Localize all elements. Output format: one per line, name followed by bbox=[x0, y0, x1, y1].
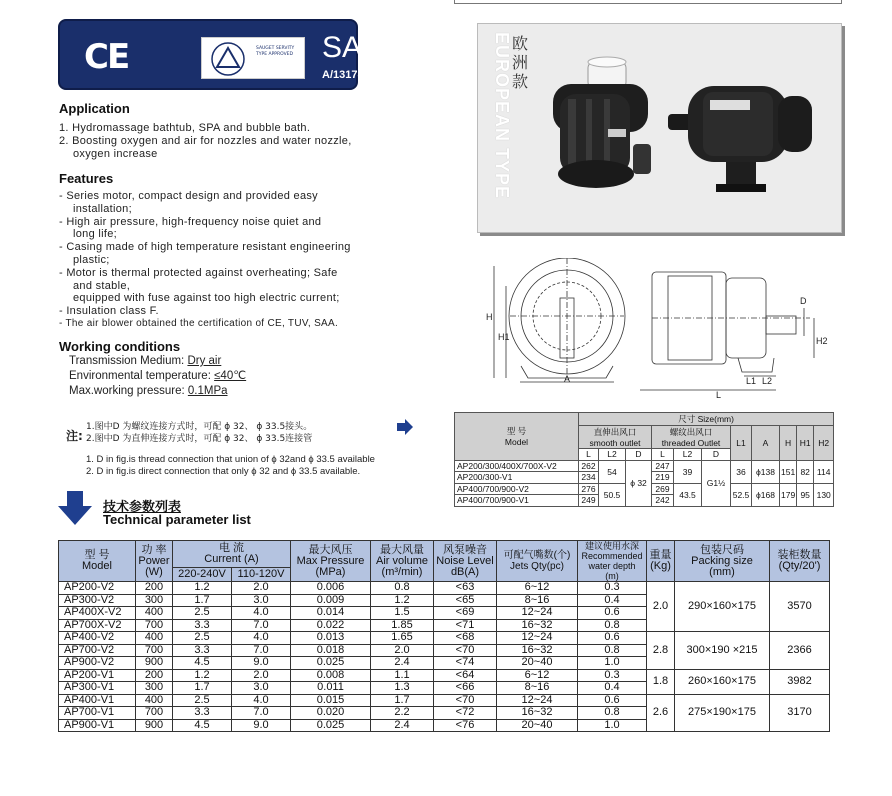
saa-mark: SAA bbox=[322, 31, 383, 64]
dim-size-title: 尺寸 Size(mm) bbox=[579, 413, 834, 426]
dimension-table bbox=[454, 412, 834, 507]
cell-power: 200 bbox=[136, 582, 173, 595]
cell-press: 0.015 bbox=[291, 694, 371, 707]
dim-col-header: H2 bbox=[814, 426, 834, 461]
cell-c1: 1.2 bbox=[173, 582, 232, 595]
cell-c2: 2.0 bbox=[232, 669, 291, 682]
european-type-cn bbox=[512, 34, 532, 91]
cell-c1: 1.7 bbox=[173, 682, 232, 695]
cell-jets: 16~32 bbox=[497, 619, 578, 632]
cell-c1: 4.5 bbox=[173, 719, 232, 732]
cell-vol: 1.65 bbox=[371, 632, 434, 645]
cell-c2: 7.0 bbox=[232, 619, 291, 632]
table-row bbox=[59, 632, 830, 645]
cell-jets: 8~16 bbox=[497, 682, 578, 695]
horizontal-blower-image bbox=[668, 86, 812, 192]
cell-noise: <69 bbox=[434, 607, 497, 620]
note-cn bbox=[86, 421, 312, 445]
col-header-noise: 风泵噪音 Noise Level dB(A) bbox=[434, 541, 497, 582]
cell-noise: <74 bbox=[434, 657, 497, 670]
cell-power: 300 bbox=[136, 594, 173, 607]
medium-label: Transmission Medium: bbox=[69, 355, 188, 367]
list-item: - Casing made of high temperature resistant engineering bbox=[59, 241, 351, 254]
cell-model: AP400-V1 bbox=[59, 694, 136, 707]
cell-press: 0.014 bbox=[291, 607, 371, 620]
cell-depth: 0.8 bbox=[578, 644, 647, 657]
application-list bbox=[59, 122, 352, 160]
col-header-packing: 包装尺码 Packing size (mm) bbox=[675, 541, 770, 582]
application-heading: Application bbox=[59, 101, 130, 116]
tech-title-cn: 技术参数列表 bbox=[103, 500, 182, 515]
cell-qty: 3982 bbox=[770, 669, 830, 694]
cell-packing: 260×160×175 bbox=[675, 669, 770, 694]
cell-vol: 2.4 bbox=[371, 657, 434, 670]
cell-c2: 3.0 bbox=[232, 682, 291, 695]
cell-noise: <76 bbox=[434, 719, 497, 732]
working-conditions bbox=[69, 354, 246, 399]
dim-sub-header: D bbox=[626, 449, 652, 461]
cell-depth: 0.3 bbox=[578, 582, 647, 595]
dim-threaded-header: 螺纹出风口 threaded Outlet bbox=[652, 426, 731, 449]
cell-depth: 0.4 bbox=[578, 682, 647, 695]
dim-sub-header: L bbox=[579, 449, 599, 461]
list-item: plastic; bbox=[73, 253, 110, 266]
cn-char: 洲 bbox=[512, 53, 529, 72]
dim-model-header: 型 号 Model bbox=[455, 413, 579, 461]
cell-model: AP300-V1 bbox=[59, 682, 136, 695]
dim-sub-header: D bbox=[702, 449, 731, 461]
cell-press: 0.013 bbox=[291, 632, 371, 645]
table-row: AP200/300/400X/700X-V2 262 54 ϕ 32 247 39 G1½ 36 ϕ138 151 82 114 bbox=[455, 460, 834, 472]
working-conditions-heading: Working conditions bbox=[59, 339, 181, 354]
list-item: - Series motor, compact design and provided easy bbox=[59, 190, 318, 202]
table-row bbox=[59, 669, 830, 682]
cell-depth: 0.8 bbox=[578, 707, 647, 720]
cell-vol: 2.4 bbox=[371, 719, 434, 732]
cell-c2: 7.0 bbox=[232, 707, 291, 720]
list-item: equipped with fuse against too high electric current; bbox=[73, 292, 340, 305]
list-item: - Motor is thermal protected against overheating; Safe bbox=[59, 266, 338, 279]
cell-power: 200 bbox=[136, 669, 173, 682]
cell-vol: 1.3 bbox=[371, 682, 434, 695]
cell-weight: 2.6 bbox=[647, 694, 675, 732]
cell-jets: 8~16 bbox=[497, 594, 578, 607]
cell-jets: 12~24 bbox=[497, 607, 578, 620]
cell-jets: 16~32 bbox=[497, 707, 578, 720]
cell-depth: 0.6 bbox=[578, 694, 647, 707]
cell-vol: 1.1 bbox=[371, 669, 434, 682]
temperature-value: ≤40℃ bbox=[214, 370, 247, 382]
cell-depth: 0.6 bbox=[578, 607, 647, 620]
cell-c2: 4.0 bbox=[232, 694, 291, 707]
cell-noise: <64 bbox=[434, 669, 497, 682]
dim-col-header: L1 bbox=[731, 426, 752, 461]
dim-label-h2: H2 bbox=[816, 336, 828, 346]
cn-char: 款 bbox=[512, 72, 529, 91]
cell-power: 400 bbox=[136, 607, 173, 620]
cell-jets: 20~40 bbox=[497, 657, 578, 670]
cell-press: 0.008 bbox=[291, 669, 371, 682]
dim-col-header: H bbox=[780, 426, 797, 461]
cell-model: AP700-V1 bbox=[59, 707, 136, 720]
cell-noise: <70 bbox=[434, 694, 497, 707]
cell-model: AP400-V2 bbox=[59, 632, 136, 645]
note-en-line: 2. D in fig.is direct connection that only ϕ 32 and ϕ 33.5 available. bbox=[86, 466, 361, 477]
cell-press: 0.020 bbox=[291, 707, 371, 720]
cell-depth: 1.0 bbox=[578, 657, 647, 670]
cell-power: 300 bbox=[136, 682, 173, 695]
cell-weight: 1.8 bbox=[647, 669, 675, 694]
tuv-triangle-icon bbox=[206, 41, 254, 77]
cell-c1: 1.7 bbox=[173, 594, 232, 607]
dim-sub-header: L2 bbox=[599, 449, 626, 461]
right-arrow-icon bbox=[396, 418, 414, 436]
list-item: - Insulation class F. bbox=[59, 305, 159, 318]
note-cn-line: 2.图中D 为直伸连接方式时，可配 ϕ 32、 ϕ 33.5连接管 bbox=[86, 434, 313, 444]
cell-c1: 3.3 bbox=[173, 619, 232, 632]
cell-depth: 0.4 bbox=[578, 594, 647, 607]
note-en bbox=[86, 454, 375, 478]
cell-noise: <63 bbox=[434, 582, 497, 595]
cell-jets: 16~32 bbox=[497, 644, 578, 657]
col-header-volume: 最大风量 Air volume (m³/min) bbox=[371, 541, 434, 582]
cell-qty: 3570 bbox=[770, 582, 830, 632]
dimension-drawing bbox=[480, 258, 842, 410]
cell-c2: 9.0 bbox=[232, 719, 291, 732]
features-list bbox=[59, 190, 351, 331]
col-header-model: 型 号 Model bbox=[59, 541, 136, 582]
note-label: 注: bbox=[66, 429, 83, 443]
cell-qty: 2366 bbox=[770, 632, 830, 670]
tuv-label: SAUGET SERVITY TYPE APPROVED bbox=[256, 46, 295, 57]
temperature-label: Environmental temperature: bbox=[69, 370, 215, 382]
cell-packing: 290×160×175 bbox=[675, 582, 770, 632]
cell-noise: <65 bbox=[434, 594, 497, 607]
list-item: - The air blower obtained the certification of CE, TUV, SAA. bbox=[59, 317, 339, 329]
table-row: AP400/700/900-V1 249 242 bbox=[455, 495, 834, 507]
dim-label-h1: H1 bbox=[498, 332, 510, 342]
cell-qty: 3170 bbox=[770, 694, 830, 732]
cell-noise: <68 bbox=[434, 632, 497, 645]
cell-c1: 2.5 bbox=[173, 694, 232, 707]
cn-char: 欧 bbox=[512, 34, 529, 53]
table-row bbox=[59, 582, 830, 595]
cell-depth: 1.0 bbox=[578, 719, 647, 732]
upright-blower-image bbox=[553, 57, 651, 188]
medium-value: Dry air bbox=[187, 355, 222, 367]
cell-vol: 1.85 bbox=[371, 619, 434, 632]
cell-weight: 2.8 bbox=[647, 632, 675, 670]
cell-power: 700 bbox=[136, 644, 173, 657]
cell-press: 0.006 bbox=[291, 582, 371, 595]
cell-c1: 4.5 bbox=[173, 657, 232, 670]
cell-press: 0.025 bbox=[291, 719, 371, 732]
tech-title-en: Technical parameter list bbox=[103, 512, 251, 527]
cell-depth: 0.6 bbox=[578, 632, 647, 645]
dim-label-d: D bbox=[800, 296, 807, 306]
european-type-label: EUROPEAN TYPE bbox=[492, 32, 512, 200]
cell-packing: 275×190×175 bbox=[675, 694, 770, 732]
cell-c2: 4.0 bbox=[232, 632, 291, 645]
cell-model: AP700-V2 bbox=[59, 644, 136, 657]
cell-vol: 2.2 bbox=[371, 707, 434, 720]
cell-vol: 1.5 bbox=[371, 607, 434, 620]
cell-press: 0.011 bbox=[291, 682, 371, 695]
down-arrow-icon bbox=[57, 490, 93, 526]
pressure-value: 0.1MPa bbox=[187, 385, 228, 397]
table-row: AP200/300-V1 234 219 bbox=[455, 472, 834, 484]
col-header-power: 功 率 Power (W) bbox=[136, 541, 173, 582]
cell-press: 0.009 bbox=[291, 594, 371, 607]
cell-power: 700 bbox=[136, 619, 173, 632]
saa-number: A/13178EA bbox=[322, 69, 379, 81]
cell-packing: 300×190 ×215 bbox=[675, 632, 770, 670]
list-item: installation; bbox=[73, 202, 132, 215]
col-header-current: 电 流 Current (A) bbox=[173, 541, 291, 568]
cell-c2: 3.0 bbox=[232, 594, 291, 607]
cell-power: 900 bbox=[136, 719, 173, 732]
pressure-label: Max.working pressure: bbox=[69, 385, 188, 397]
col-header-jets: 可配气嘴数(个) Jets Qty(pc) bbox=[497, 541, 578, 582]
cell-jets: 6~12 bbox=[497, 669, 578, 682]
note-cn-line: 1.图中D 为螺纹连接方式时，可配 ϕ 32、 ϕ 33.5接头。 bbox=[86, 422, 313, 432]
cell-power: 700 bbox=[136, 707, 173, 720]
cell-weight: 2.0 bbox=[647, 582, 675, 632]
cell-press: 0.025 bbox=[291, 657, 371, 670]
dim-col-header: A bbox=[752, 426, 780, 461]
cell-vol: 1.7 bbox=[371, 694, 434, 707]
col-header-220v: 220-240V bbox=[173, 567, 232, 581]
col-header-weight: 重量 (Kg) bbox=[647, 541, 675, 582]
dim-label-l: L bbox=[716, 390, 722, 400]
dim-label-h: H bbox=[486, 312, 493, 322]
cell-vol: 2.0 bbox=[371, 644, 434, 657]
cell-press: 0.018 bbox=[291, 644, 371, 657]
list-item: long life; bbox=[73, 228, 117, 241]
cell-power: 400 bbox=[136, 632, 173, 645]
list-item: - High air pressure, high-frequency noise quiet and bbox=[59, 215, 322, 228]
dim-sub-header: L bbox=[652, 449, 674, 461]
col-header-depth: 建议使用水深 Recommended water depth (m) bbox=[578, 541, 647, 582]
cell-c1: 1.2 bbox=[173, 669, 232, 682]
cell-vol: 0.8 bbox=[371, 582, 434, 595]
cell-c2: 9.0 bbox=[232, 657, 291, 670]
cell-jets: 6~12 bbox=[497, 582, 578, 595]
cell-jets: 12~24 bbox=[497, 632, 578, 645]
cell-model: AP900-V2 bbox=[59, 657, 136, 670]
col-header-qty: 装柜数量 (Qty/20') bbox=[770, 541, 830, 582]
cell-model: AP300-V2 bbox=[59, 594, 136, 607]
cell-c2: 2.0 bbox=[232, 582, 291, 595]
table-row bbox=[59, 694, 830, 707]
cell-depth: 0.8 bbox=[578, 619, 647, 632]
col-header-pressure: 最大风压 Max Pressure (MPa) bbox=[291, 541, 371, 582]
cell-vol: 1.2 bbox=[371, 594, 434, 607]
cell-noise: <70 bbox=[434, 644, 497, 657]
list-item: oxygen increase bbox=[73, 147, 158, 160]
dim-sub-header: L2 bbox=[674, 449, 702, 461]
cell-c1: 3.3 bbox=[173, 707, 232, 720]
cell-model: AP400X-V2 bbox=[59, 607, 136, 620]
cell-power: 900 bbox=[136, 657, 173, 670]
dim-label-l2: L2 bbox=[762, 376, 773, 386]
ce-mark: CE bbox=[84, 37, 129, 77]
cell-model: AP900-V1 bbox=[59, 719, 136, 732]
cell-c2: 7.0 bbox=[232, 644, 291, 657]
cell-noise: <66 bbox=[434, 682, 497, 695]
cell-depth: 0.3 bbox=[578, 669, 647, 682]
technical-parameter-table bbox=[58, 540, 830, 732]
dim-label-l1: L1 bbox=[746, 376, 757, 386]
cell-c1: 2.5 bbox=[173, 632, 232, 645]
previous-table-edge bbox=[454, 0, 842, 4]
cell-power: 400 bbox=[136, 694, 173, 707]
features-heading: Features bbox=[59, 171, 114, 186]
cell-c1: 2.5 bbox=[173, 607, 232, 620]
cell-model: AP200-V1 bbox=[59, 669, 136, 682]
dim-label-a: A bbox=[564, 374, 571, 384]
blower-pictures bbox=[538, 34, 838, 224]
cell-model: AP700X-V2 bbox=[59, 619, 136, 632]
col-header-110v: 110-120V bbox=[232, 567, 291, 581]
cell-jets: 12~24 bbox=[497, 694, 578, 707]
cell-jets: 20~40 bbox=[497, 719, 578, 732]
dim-smooth-header: 直伸出风口 smooth outlet bbox=[579, 426, 652, 449]
cell-c2: 4.0 bbox=[232, 607, 291, 620]
tuv-logo bbox=[201, 37, 305, 79]
cell-noise: <71 bbox=[434, 619, 497, 632]
table-row: AP400/700/900-V2 276 50.5 269 43.5 52.5 ϕ168 179 95 130 bbox=[455, 483, 834, 495]
certification-banner bbox=[58, 19, 383, 90]
cell-press: 0.022 bbox=[291, 619, 371, 632]
cell-model: AP200-V2 bbox=[59, 582, 136, 595]
cell-noise: <72 bbox=[434, 707, 497, 720]
list-item: 1. Hydromassage bathtub, SPA and bubble bath. bbox=[59, 122, 311, 134]
list-item: 2. Boosting oxygen and air for nozzles and water nozzle, bbox=[59, 134, 352, 147]
note-en-line: 1. D in fig.is thread connection that union of ϕ 32and ϕ 33.5 available bbox=[86, 454, 375, 465]
cell-c1: 3.3 bbox=[173, 644, 232, 657]
dim-col-header: H1 bbox=[797, 426, 814, 461]
list-item: and stable, bbox=[73, 279, 131, 292]
product-photo bbox=[477, 23, 842, 233]
